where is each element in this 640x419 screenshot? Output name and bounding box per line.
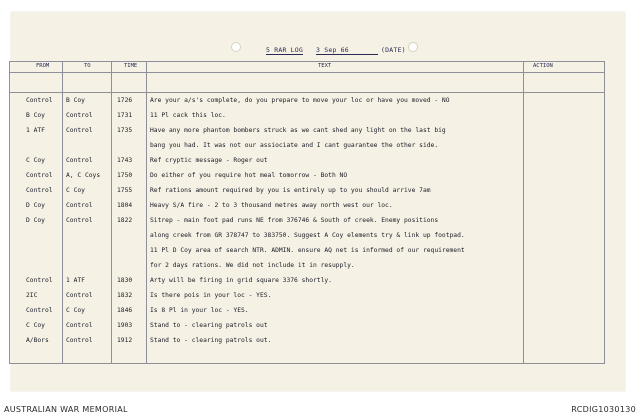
row-from: Control xyxy=(26,187,53,194)
row-from: Control xyxy=(26,277,53,284)
column-header-time: TIME xyxy=(124,63,138,69)
row-from: D Coy xyxy=(26,217,45,224)
row-text: Do either of you require hot meal tomorrow - Both NO xyxy=(150,172,348,179)
row-from: A/Bors xyxy=(26,337,49,344)
archive-credit: AUSTRALIAN WAR MEMORIAL xyxy=(4,405,128,414)
row-text: 11 Pl cack this loc. xyxy=(150,112,226,119)
row-text: Ref cryptic message - Roger out xyxy=(150,157,268,164)
row-to: Control xyxy=(66,112,93,119)
row-to: Control xyxy=(66,292,93,299)
row-to: B Coy xyxy=(66,97,85,104)
row-to: 1 ATF xyxy=(66,277,85,284)
column-rule xyxy=(9,61,10,364)
row-from: Control xyxy=(26,307,53,314)
row-from: C Coy xyxy=(26,322,45,329)
row-time: 1804 xyxy=(117,202,133,209)
row-text: Is 8 Pl in your loc - YES. xyxy=(150,307,249,314)
log-date: 3 Sep 66 xyxy=(316,46,378,55)
row-from: C Coy xyxy=(26,157,45,164)
row-text: along creek from GR 378747 to 383750. Suggest A Coy elements try & link up footpad. xyxy=(150,232,465,239)
row-to: C Coy xyxy=(66,307,85,314)
column-rule xyxy=(604,61,605,364)
row-time: 1830 xyxy=(117,277,133,284)
row-to: C Coy xyxy=(66,187,85,194)
column-rule xyxy=(146,61,147,364)
row-time: 1750 xyxy=(117,172,133,179)
row-time: 1735 xyxy=(117,127,133,134)
row-from: B Coy xyxy=(26,112,45,119)
row-text: Is there pois in your loc - YES. xyxy=(150,292,272,299)
unit-title: 5 RAR LOG xyxy=(266,46,304,54)
row-time: 1755 xyxy=(117,187,133,194)
row-to: Control xyxy=(66,337,93,344)
log-table xyxy=(9,61,605,364)
table-rule xyxy=(9,363,605,364)
row-text: Arty will be firing in grid square 3376 shortly. xyxy=(150,277,332,284)
row-to: Control xyxy=(66,217,93,224)
row-time: 1912 xyxy=(117,337,133,344)
punch-hole-right xyxy=(408,42,418,52)
row-time: 1903 xyxy=(117,322,133,329)
row-time: 1731 xyxy=(117,112,133,119)
column-rule xyxy=(111,61,112,364)
row-text: Heavy S/A fire - 2 to 3 thousand metres away north west our loc. xyxy=(150,202,393,209)
column-header-text: TEXT xyxy=(318,63,332,69)
row-to: Control xyxy=(66,127,93,134)
row-text: bang you had. It was not our assiociate and I cant guarantee the other side. xyxy=(150,142,439,149)
row-text: Ref rations amount required by you is entirely up to you should arrive 7am xyxy=(150,187,431,194)
row-text: for 2 days rations. We did not include it in resupply. xyxy=(150,262,355,269)
column-rule xyxy=(523,61,524,364)
row-time: 1743 xyxy=(117,157,133,164)
row-from: D Coy xyxy=(26,202,45,209)
row-text: Stand to - clearing patrols out. xyxy=(150,337,272,344)
date-label: (DATE) xyxy=(381,46,406,54)
row-from: Control xyxy=(26,97,53,104)
column-rule xyxy=(62,61,63,364)
archive-reference: RCDIG1030130 xyxy=(571,405,636,414)
row-to: A, C Coys xyxy=(66,172,101,179)
row-to: Control xyxy=(66,322,93,329)
column-header-from: FROM xyxy=(36,63,50,69)
table-rule xyxy=(9,61,605,62)
row-time: 1822 xyxy=(117,217,133,224)
table-rule xyxy=(9,92,605,93)
row-text: Are your a/s's complete, do you prepare to move your loc or have you moved - NO xyxy=(150,97,450,104)
column-header-to: TO xyxy=(84,63,91,69)
row-time: 1726 xyxy=(117,97,133,104)
column-header-action: ACTION xyxy=(533,63,553,69)
row-time: 1846 xyxy=(117,307,133,314)
row-text: Sitrep - main foot pad runs NE from 376746 & South of creek. Enemy positions xyxy=(150,217,439,224)
row-to: Control xyxy=(66,157,93,164)
row-text: 11 Pl D Coy area of search NTR. ADMIN. ensure AQ net is informed of our requirement xyxy=(150,247,465,254)
row-to: Control xyxy=(66,202,93,209)
row-from: 1 ATF xyxy=(26,127,45,134)
row-text: Have any more phantom bombers struck as we cant shed any light on the last big xyxy=(150,127,446,134)
row-from: Control xyxy=(26,172,53,179)
row-text: Stand to - clearing patrols out xyxy=(150,322,268,329)
table-rule xyxy=(9,72,605,73)
row-time: 1832 xyxy=(117,292,133,299)
row-from: 2IC xyxy=(26,292,38,299)
punch-hole-left xyxy=(231,42,241,52)
